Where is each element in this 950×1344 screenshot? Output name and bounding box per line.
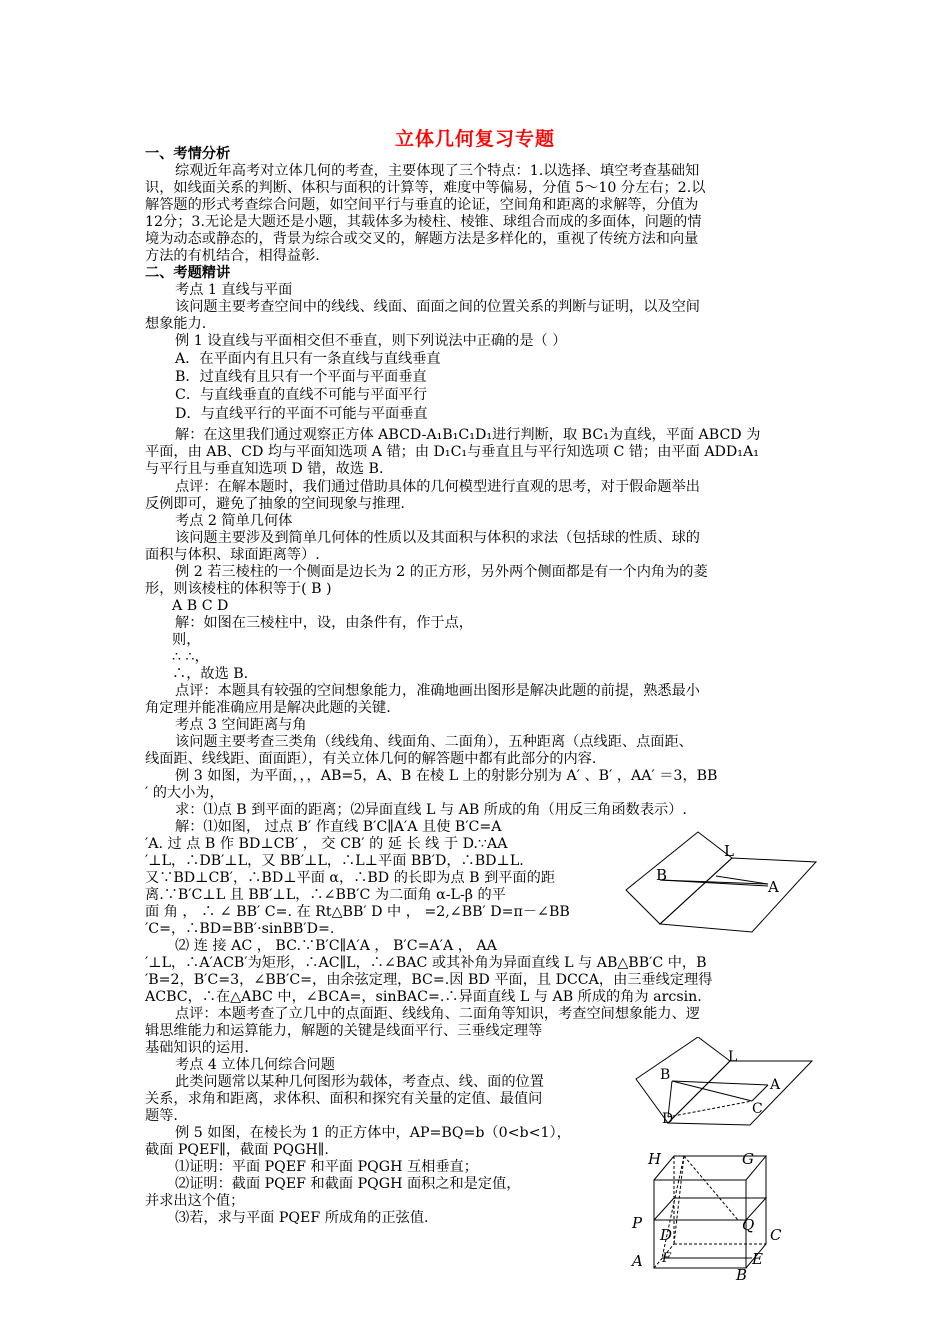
section-heading: 一、考情分析 (145, 146, 231, 162)
label-c: C (752, 1101, 763, 1117)
text-line: 解：在这里我们通过观察正方体 ABCD-A₁B₁C₁D₁进行判断，取 BC₁为直线，平面 ABCD 为 (175, 427, 761, 443)
text-line: ⑵ 连 接 AC ， BC.∵B′C∥A′A ， B′C=A′A ， AA (175, 938, 497, 954)
topic-heading: 考点 4 立体几何综合问题 (175, 1057, 335, 1073)
text-line: 又∵BD⊥CB′，∴BD⊥平面 α，∴BD 的长即为点 B 到平面的距 (145, 870, 556, 886)
text-line: ′⊥L，∴DB′⊥L，又 BB′⊥L，∴L⊥平面 BB′D，∴BD⊥L. (145, 853, 524, 869)
label-l: L (724, 842, 734, 860)
text-line: 该问题主要涉及到简单几何体的性质以及其面积与体积的求法（包括球的性质、球的 (175, 530, 700, 546)
text-line: 辑思维能力和运算能力，解题的关键是线面平行、三垂线定理等 (145, 1023, 543, 1039)
choice-row: A B C D (172, 598, 229, 614)
option-c: C．与直线垂直的直线不可能与平面平行 (175, 387, 428, 403)
text-line: 角定理并能准确应用是解决此题的关键. (145, 700, 391, 716)
text-line: ′B=2，B′C=3，∠BB′C=，由余弦定理，BC=.因 BD 平面，且 DCCA，由三垂线定理得 (145, 972, 713, 988)
text-line: 方法的有机结合，相得益彰. (145, 248, 320, 264)
text-line: 形，则该棱柱的体积等于( B ) (145, 581, 332, 597)
label-p: P (632, 1214, 643, 1232)
text-line: 求：⑴点 B 到平面的距离；⑵异面直线 L 与 AB 所成的角（用反三角函数表示）. (175, 802, 687, 818)
page-title: 立体几何复习专题 (394, 128, 555, 150)
text-line: ⑵证明：截面 PQEF 和截面 PQGH 面积之和是定值， (175, 1176, 521, 1192)
text-line: ⑴证明：平面 PQEF 和平面 PQGH 互相垂直； (175, 1159, 478, 1175)
label-d: D (660, 1226, 673, 1244)
text-line: 并求出这个值； (145, 1193, 245, 1209)
label-c: C (770, 1226, 782, 1244)
text-line: 则， (172, 632, 201, 648)
label-l: L (728, 1049, 738, 1065)
label-h: H (648, 1150, 662, 1168)
text-line: 该问题主要考查空间中的线线、线面、面面之间的位置关系的判断与证明，以及空间 (175, 299, 700, 315)
text-line: 点评：在解本题时，我们通过借助具体的几何模型进行直观的思考，对于假命题举出 (175, 479, 700, 495)
label-q: Q (742, 1216, 755, 1234)
option-d: D．与直线平行的平面不可能与平面垂直 (175, 406, 428, 422)
text-line: ′ 的大小为， (145, 785, 224, 801)
text-line: 与平行且与垂直知选项 D 错，故选 B. (145, 461, 384, 477)
text-line: 离.∵B′C⊥L 且 BB′⊥L，∴∠BB′C 为二面角 α-L-β 的平 (145, 887, 506, 903)
text-line: 12分；3.无论是大题还是小题，其载体多为棱柱、棱锥、球组合而成的多面体，问题的情 (145, 214, 702, 230)
text-line: ∴ ∴， (172, 649, 209, 665)
example-line: 例 1 设直线与平面相交但不垂直，则下列说法中正确的是（ ） (175, 333, 567, 349)
cube-figure (626, 1146, 796, 1282)
text-line: 该问题主要考查三类角（线线角、线面角、二面角），五种距离（点线距、点面距、 (175, 734, 693, 750)
dihedral-figure-1 (620, 828, 820, 940)
text-line: 平面，由 AB、CD 均与平面知选项 A 错；由 D₁C₁与垂直且与平行知选项 C 错；由平面 ADD₁A₁ (145, 444, 759, 460)
text-line: 关系，求角和距离，求体积、面积和探究有关量的定值、最值问 (145, 1091, 543, 1107)
label-a: A (632, 1252, 643, 1270)
label-b: B (736, 1266, 748, 1282)
text-line: 面积与体积、球面距离等）. (145, 547, 320, 563)
text-line: 解：如图在三棱柱中，设，由条件有，作于点， (175, 615, 473, 631)
text-line: 解答题的形式考查综合问题，如空间平行与垂直的论证，空间角和距离的求解等，分值为 (145, 197, 699, 213)
label-b: B (660, 1067, 671, 1083)
text-line: ∴，故选 B. (172, 666, 249, 682)
label-a: A (768, 878, 779, 896)
text-line: 截面 PQEF∥，截面 PQGH∥. (145, 1142, 329, 1158)
text-line: 点评：本题考查了立几中的点面距、线线角、二面角等知识，考查空间想象能力、逻 (175, 1006, 700, 1022)
text-line: 此类问题常以某种几何图形为载体，考查点、线、面的位置 (175, 1074, 544, 1090)
text-line: 反例即可，避免了抽象的空间现象与推理. (145, 496, 405, 512)
example-line: 例 5 如图，在棱长为 1 的正方体中，AP=BQ=b（0<b<1）， (175, 1125, 571, 1141)
topic-heading: 考点 1 直线与平面 (175, 282, 293, 298)
option-b: B．过直线有且只有一个平面与平面垂直 (175, 369, 427, 385)
text-line: ′⊥L，∴A′ACB′为矩形，∴AC∥L，∴∠BAC 或其补角为异面直线 L 与 AB△BB′C 中，B (145, 955, 707, 971)
text-line: 识，如线面关系的判断、体积与面积的计算等，难度中等偏易，分值 5～10 分左右；2.以 (145, 180, 706, 196)
topic-heading: 考点 2 简单几何体 (175, 513, 293, 529)
option-a: A．在平面内有且只有一条直线与直线垂直 (175, 351, 441, 367)
text-line: 线面距、线线距、面面距），有关立体几何的解答题中都有此部分的内容. (145, 751, 597, 767)
label-g: G (742, 1150, 754, 1168)
example-line: 例 2 若三棱柱的一个侧面是边长为 2 的正方形，另外两个侧面都是有一个内角为的菱 (175, 564, 708, 580)
text-line: 基础知识的运用. (145, 1040, 249, 1056)
text-line: ⑶若，求与平面 PQEF 所成角的正弦值. (175, 1210, 429, 1226)
text-line: 解：⑴如图， 过点 B′ 作直线 B′C∥A′A 且使 B′C=A (175, 819, 502, 835)
label-e: E (752, 1250, 763, 1268)
label-a: A (770, 1077, 781, 1093)
topic-heading: 考点 3 空间距离与角 (175, 717, 307, 733)
section-heading: 二、考题精讲 (145, 265, 231, 281)
label-d: D (662, 1111, 674, 1127)
text-line: ACBC，∴在△ABC 中，∠BCA=，sinBAC=.∴异面直线 L 与 AB 所成的角为 arcsin. (145, 989, 702, 1005)
dihedral-figure-2 (632, 1037, 822, 1129)
text-line: ′A. 过 点 B 作 BD⊥CB′ ， 交 CB′ 的 延 长 线 于 D.∵AA (145, 836, 508, 852)
label-b: B (656, 866, 668, 884)
label-f: F (662, 1251, 672, 1266)
text-line: 综观近年高考对立体几何的考查，主要体现了三个特点：1.以选择、填空考查基础知 (175, 163, 700, 179)
text-line: 题等. (145, 1108, 178, 1124)
text-line: 想象能力. (145, 316, 207, 332)
text-line: 境为动态或静态的，背景为综合或交叉的，解题方法是多样化的，重视了传统方法和向量 (145, 231, 699, 247)
text-line: 面 角 ， ∴ ∠ BB′ C=. 在 Rt△BB′ D 中 ， =2,∠BB′ D=π－∠BB (145, 904, 570, 920)
text-line: 点评：本题具有较强的空间想象能力，准确地画出图形是解决此题的前提，熟悉最小 (175, 683, 700, 699)
text-line: ′C=，∴BD=BB′·sinBB′D=. (145, 921, 335, 937)
example-line: 例 3 如图，为平面，，，AB=5，A、B 在棱 L 上的射影分别为 A′ 、B′ ，AA′ ＝3，BB (175, 768, 718, 784)
